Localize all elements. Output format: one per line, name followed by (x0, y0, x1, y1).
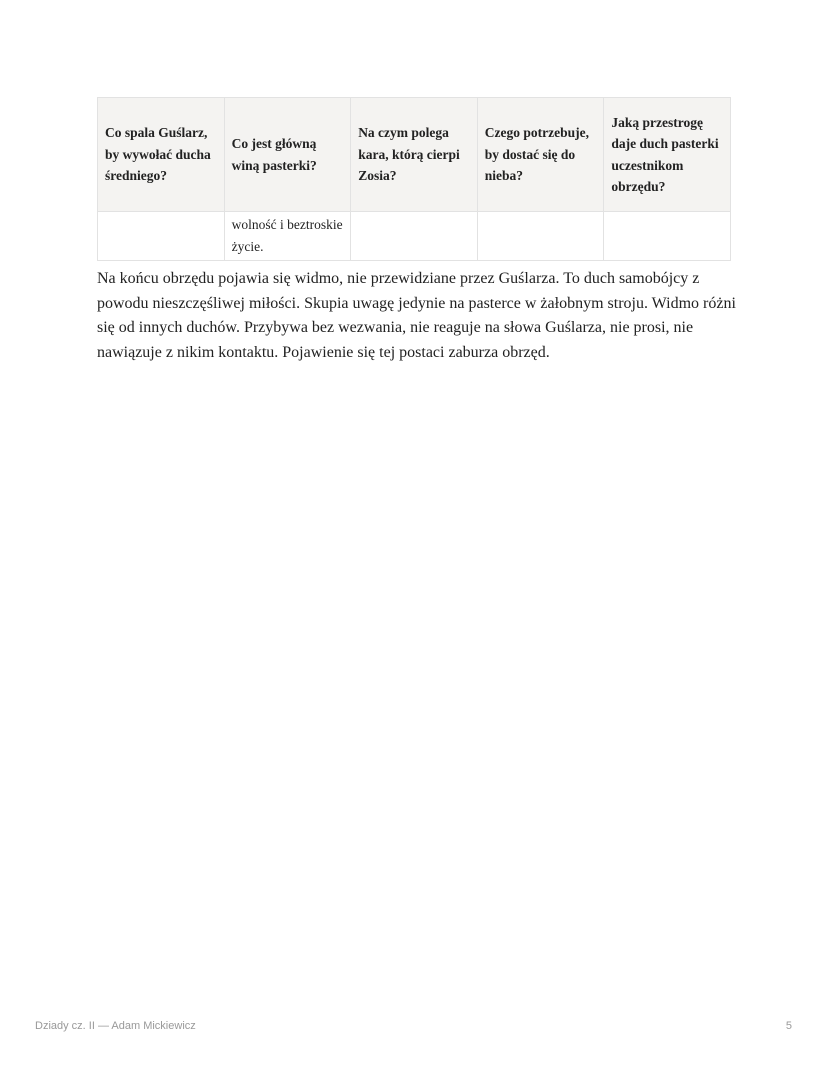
table-cell: wolność i beztroskie życie. (224, 212, 351, 261)
table-header-cell: Co jest główną winą pasterki? (224, 98, 351, 212)
questions-table (97, 97, 731, 261)
table-row (98, 212, 731, 261)
table-header-cell: Co spala Guślarz, by wywołać ducha średniego? (98, 98, 225, 212)
table-cell (604, 212, 731, 261)
body-paragraph: Na końcu obrzędu pojawia się widmo, nie przewidziane przez Guślarza. To duch samobójcy z powodu nieszczęśliwej miłości. Skupia uwagę jedynie na pasterce w żałobnym stroju. Widmo różni się od innych duchów. Przybywa bez wezwania, nie reaguje na słowa Guślarza, nie prosi, nie nawiązuje z nikim kontaktu. Pojawienie się tej postaci zaburza obrzęd. (97, 270, 736, 362)
table-cell (351, 212, 478, 261)
page-number: 5 (785, 1020, 792, 1032)
table-header-row (98, 98, 731, 212)
table-cell (98, 212, 225, 261)
table-header-cell: Jaką przestrogę daje duch pasterki uczestnikom obrzędu? (604, 98, 731, 212)
table-header-cell: Czego potrzebuje, by dostać się do nieba? (477, 98, 604, 212)
table-cell (477, 212, 604, 261)
footer-title: Dziady cz. II — Adam Mickiewicz (35, 1020, 196, 1032)
table-header-cell: Na czym polega kara, którą cierpi Zosia? (351, 98, 478, 212)
